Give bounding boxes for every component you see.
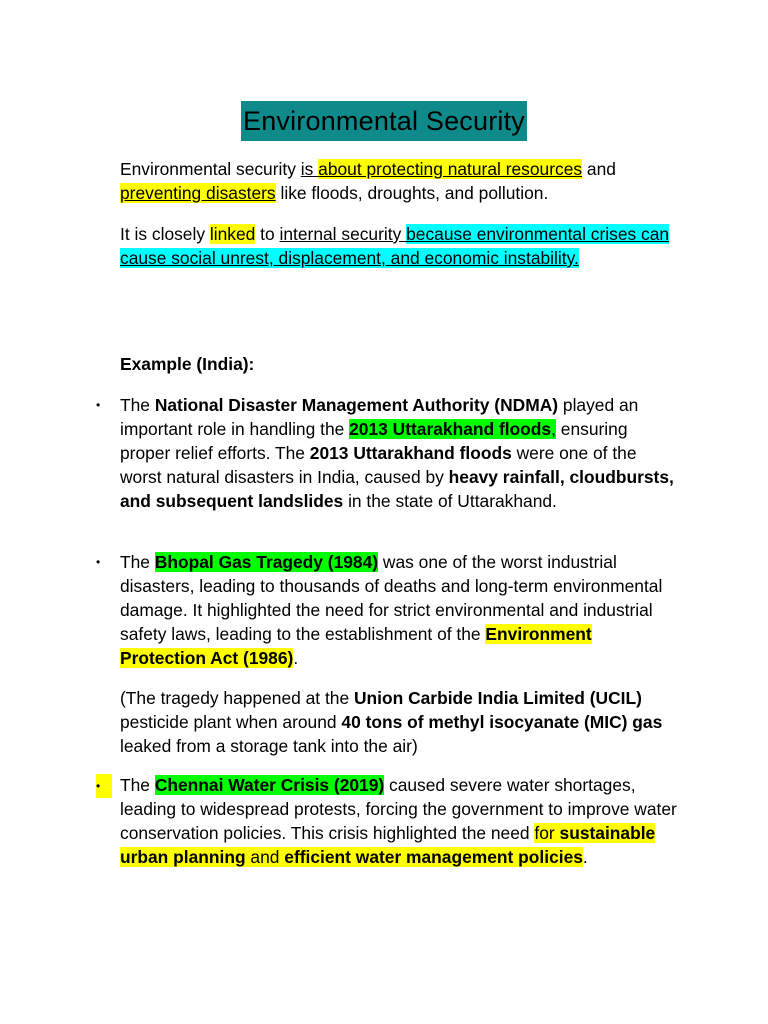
bold-text: National Disaster Management Authority (NDMA) [154,395,559,415]
bold-text: Union Carbide India Limited (UCIL) [353,688,642,708]
text-run: pesticide plant when around [120,712,342,732]
text-run: were one of the worst natural disasters in India, caused by [120,443,637,487]
text-run: like floods, droughts, and pollution. [275,183,549,203]
highlighted-comma: , [551,419,556,439]
text-run: is [300,159,319,179]
bold-text: 40 tons of methyl isocyanate (MIC) gas [341,712,663,732]
list-item [120,393,680,513]
text-run: Environmental security [120,159,301,179]
text-run: ensuring proper relief efforts. The [120,419,628,463]
intro-paragraph [120,157,680,205]
example-heading [120,352,680,376]
bold-text: heavy rainfall, cloudbursts, and subsequent landslides [120,467,674,511]
highlighted-phrase: and [245,847,285,867]
highlighted-phrase: preventing disasters [120,183,276,203]
highlighted-phrase: for [534,823,560,843]
text-run: and [582,159,616,179]
highlighted-phrase: efficient water management policies [284,847,583,867]
text-run: leaked from a storage tank into the air) [120,736,418,756]
highlighted-word: linked [209,224,256,244]
heading-text: Example (India): [120,354,255,374]
highlighted-phrase: Chennai Water Crisis (2019) [154,775,385,795]
title-container [0,101,768,141]
bold-text: 2013 Uttarakhand floods [309,443,512,463]
text-run: . [293,648,299,668]
text-run: The [120,775,155,795]
linkage-paragraph [120,222,680,270]
text-run: played an important role in handling the [120,395,639,439]
bullet-icon: • [96,555,101,569]
text-run: (The tragedy happened at the [120,688,354,708]
text-run: caused severe water shortages, leading to widespread protests, forcing the government to improve water conservation policies. This crisis highlighted the need [120,775,677,843]
text-run: . [582,847,588,867]
text-run: to [255,224,280,244]
text-run: internal security [279,224,407,244]
bullet-icon: • [96,398,101,412]
text-run: It is closely [120,224,210,244]
highlighted-phrase: Environment Protection Act (1986) [120,624,592,668]
text-run: was one of the worst industrial disasters, leading to thousands of deaths and long-term environmental damage. It highlighted the need for strict environmental and industrial safety laws, leading to the establishment of the [120,552,663,644]
text-run: The [120,552,155,572]
list-item [120,550,680,670]
text-run: The [120,395,155,415]
text-run: in the state of Uttarakhand. [343,491,557,511]
page-title: Environmental Security [241,101,527,141]
highlighted-phrase: about protecting natural resources [318,159,583,179]
bullet-icon: • [96,774,112,798]
list-item [120,773,680,869]
note-paragraph [120,686,680,758]
highlighted-phrase: Bhopal Gas Tragedy (1984) [154,552,379,572]
highlighted-phrase: sustainable urban planning [120,823,656,867]
highlighted-phrase: because environmental crises can cause social unrest, displacement, and economic instability. [120,224,670,268]
highlighted-phrase: 2013 Uttarakhand floods [349,419,552,439]
